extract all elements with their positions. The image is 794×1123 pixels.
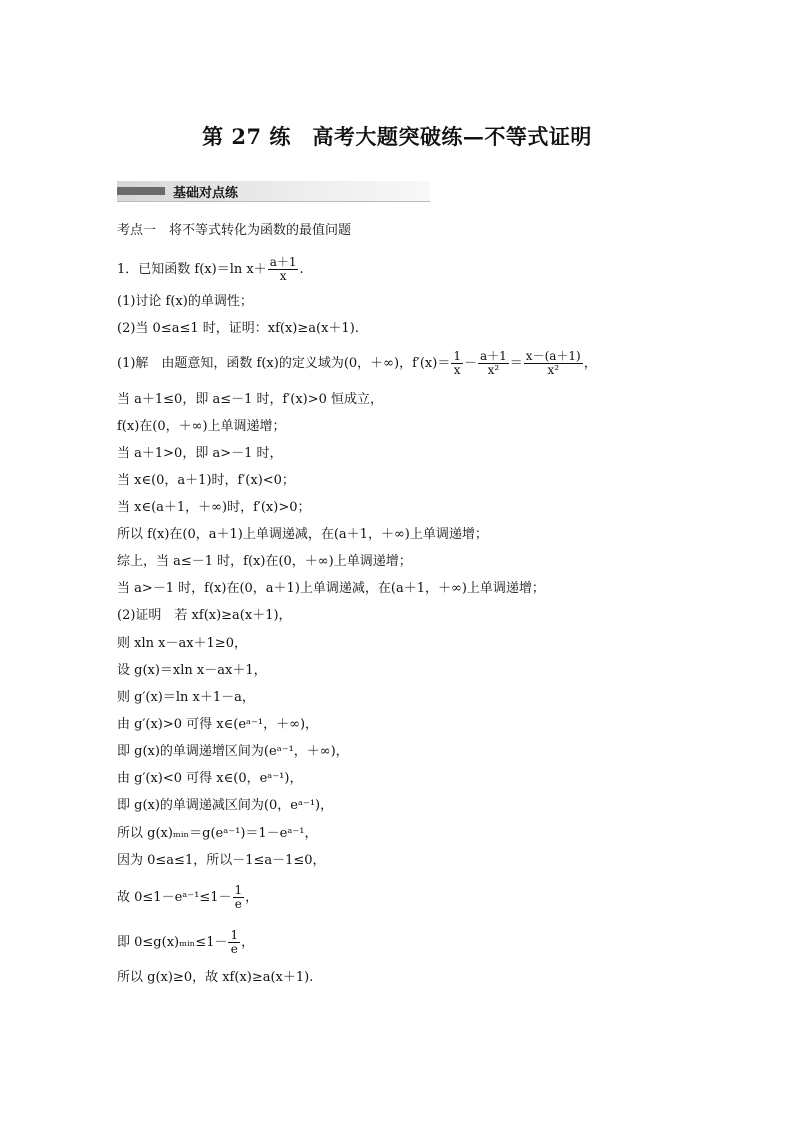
solution-end: ， [241,935,255,950]
solution-line: 当 a＋1≤0，即 a≤－1 时，f′(x)>0 恒成立， [117,392,384,407]
solution-line: 当 x∈(0，a＋1)时，f′(x)<0； [117,473,295,488]
page-title: 第 27 练 高考大题突破练—不等式证明 [202,124,592,149]
solution-line: 当 a>－1 时，f(x)在(0，a＋1)上单调递减，在(a＋1，＋∞)上单调递增； [117,581,545,596]
question-1-part-2: (2)当 0≤a≤1 时，证明：xf(x)≥a(x＋1). [117,321,359,336]
question-1-end: . [299,262,304,277]
solution-line: 则 g′(x)＝ln x＋1－a， [117,690,255,705]
denominator: x² [487,363,500,377]
numerator: a＋1 [269,255,297,269]
question-1-text: 1．已知函数 f(x)＝ln x＋ [117,262,267,277]
section-header [117,181,430,202]
fraction [524,350,583,377]
solution-line: 所以 g(x)ₘᵢₙ＝g(eᵃ⁻¹)＝1－eᵃ⁻¹， [117,826,318,841]
solution-line: 则 xln x－ax＋1≥0， [117,636,247,651]
numerator: 1 [230,928,239,942]
fraction [451,350,463,377]
numerator: x－(a＋1) [525,349,581,363]
denominator: x² [547,363,560,377]
denominator: x [279,269,287,283]
solution-line: f(x)在(0，＋∞)上单调递增； [117,419,286,434]
solution-text: (1)解 由题意知，函数 f(x)的定义域为(0，＋∞)，f′(x)＝ [117,356,451,371]
section-label: 基础对点练 [173,186,239,201]
solution-end: ， [245,890,259,905]
solution-text: 故 0≤1－eᵃ⁻¹≤1－ [117,890,232,905]
solution-line: 即 g(x)的单调递减区间为(0，eᵃ⁻¹)， [117,798,334,813]
solution-conclusion: 所以 g(x)≥0，故 xf(x)≥a(x＋1). [117,970,314,985]
topic-heading: 考点一 将不等式转化为函数的最值问题 [117,223,352,238]
solution-line: 当 a＋1>0，即 a>－1 时， [117,446,283,461]
solution-line: 由 g′(x)>0 可得 x∈(eᵃ⁻¹，＋∞)， [117,717,319,732]
solution-line-fraction [117,884,258,911]
question-1 [117,256,304,283]
solution-line-fraction [117,929,254,956]
solution-line: 综上，当 a≤－1 时，f(x)在(0，＋∞)上单调递增； [117,554,412,569]
section-marker-bar [117,187,165,195]
operator: － [463,356,477,371]
question-1-part-1: (1)讨论 f(x)的单调性； [117,294,253,309]
solution-end: ， [583,356,597,371]
operator: ＝ [509,356,523,371]
numerator: a＋1 [479,349,507,363]
fraction [233,884,245,911]
solution-line: 即 g(x)的单调递增区间为(eᵃ⁻¹，＋∞)， [117,744,349,759]
solution-line: (2)证明 若 xf(x)≥a(x＋1)， [117,608,292,623]
solution-1-derivative [117,350,597,377]
denominator: e [234,897,242,911]
numerator: 1 [234,883,243,897]
solution-line: 所以 f(x)在(0，a＋1)上单调递减，在(a＋1，＋∞)上单调递增； [117,527,488,542]
fraction [228,929,240,956]
solution-line: 当 x∈(a＋1，＋∞)时，f′(x)>0； [117,500,311,515]
denominator: x [453,363,461,377]
solution-line: 设 g(x)＝xln x－ax＋1， [117,663,267,678]
fraction [268,256,299,283]
fraction [478,350,509,377]
solution-line: 由 g′(x)<0 可得 x∈(0，eᵃ⁻¹)， [117,771,303,786]
denominator: e [230,942,238,956]
solution-line: 因为 0≤a≤1，所以－1≤a－1≤0， [117,853,326,868]
solution-text: 即 0≤g(x)ₘᵢₙ≤1－ [117,935,228,950]
numerator: 1 [453,349,461,363]
